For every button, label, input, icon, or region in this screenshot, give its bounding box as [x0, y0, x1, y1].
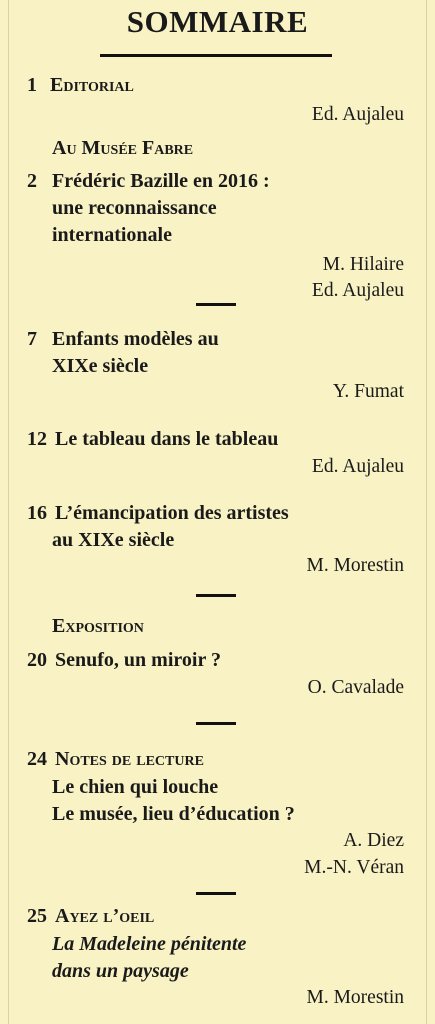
page-title: SOMMAIRE — [126, 4, 309, 39]
section-heading-exposition: Exposition — [52, 615, 144, 637]
entry-author: Ed. Aujaleu — [311, 456, 404, 477]
entry-number: 1 — [27, 74, 37, 96]
entry-title-line: Le musée, lieu d’éducation ? — [52, 803, 295, 825]
entry-title-line: internationale — [52, 224, 172, 246]
entry-number: 20 — [27, 649, 47, 671]
section-separator — [196, 594, 236, 597]
section-heading-musee-fabre: Au Musée Fabre — [52, 137, 194, 159]
entry-author: M. Morestin — [306, 555, 404, 576]
entry-title-line: La Madeleine pénitente — [52, 933, 247, 955]
entry-title-line: Frédéric Bazille en 2016 : — [52, 170, 270, 192]
entry-author: A. Diez — [343, 830, 404, 851]
entry-number: 24 — [27, 748, 47, 770]
entry-number: 25 — [27, 905, 47, 927]
section-separator — [196, 722, 236, 725]
entry-author: M.-N. Véran — [304, 857, 404, 878]
entry-title-line: L’émancipation des artistes — [55, 502, 289, 524]
entry-title-line: au XIXe siècle — [52, 529, 175, 551]
entry-title-line: Senufo, un miroir ? — [55, 649, 221, 671]
entry-number: 12 — [27, 428, 47, 450]
entry-author: M. Morestin — [306, 987, 404, 1008]
entry-number: 2 — [27, 170, 37, 192]
section-separator — [196, 303, 236, 306]
entry-title-line: Le chien qui louche — [52, 776, 219, 798]
entry-title-line: Le tableau dans le tableau — [55, 428, 279, 450]
entry-author: M. Hilaire — [322, 254, 404, 275]
entry-number: 16 — [27, 502, 47, 524]
entry-title-line: une reconnaissance — [52, 197, 217, 219]
entry-heading-notes: Notes de lecture — [55, 748, 204, 770]
entry-title-line: dans un paysage — [52, 960, 189, 982]
entry-author: Y. Fumat — [332, 381, 404, 402]
entry-author: Ed. Aujaleu — [311, 280, 404, 301]
entry-author: Ed. Aujaleu — [311, 104, 404, 125]
entry-title-line: Enfants modèles au — [52, 328, 219, 350]
entry-number: 7 — [27, 328, 37, 350]
entry-heading-editorial: Editorial — [50, 74, 134, 96]
entry-author: O. Cavalade — [307, 677, 404, 698]
section-separator — [196, 892, 236, 895]
title-underline — [100, 54, 332, 57]
entry-heading-ayez-loeil: Ayez l’oeil — [55, 905, 155, 927]
entry-title-line: XIXe siècle — [52, 355, 149, 377]
